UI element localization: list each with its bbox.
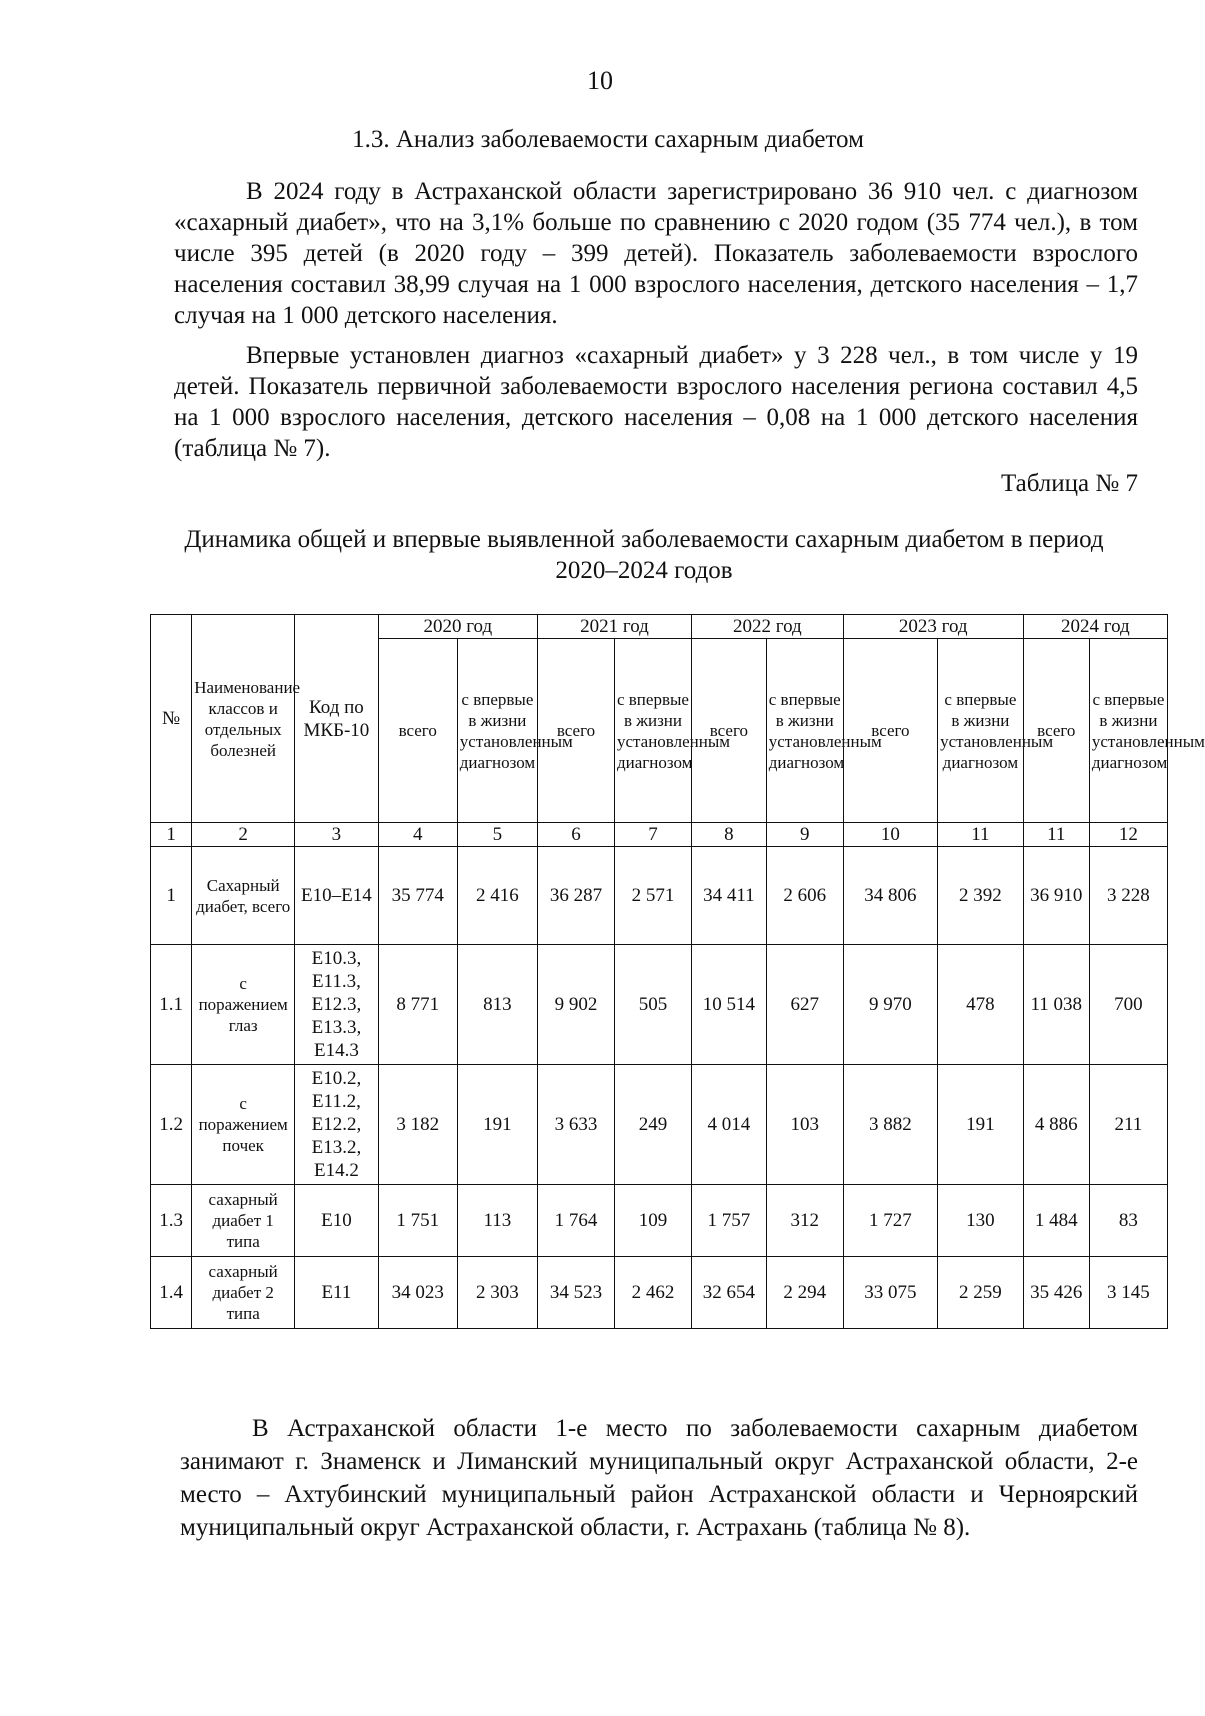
value-cell: 700 xyxy=(1089,945,1167,1065)
value-cell: 2 294 xyxy=(766,1257,843,1329)
value-cell: 3 633 xyxy=(538,1065,615,1185)
value-cell: 34 023 xyxy=(378,1257,457,1329)
value-cell: 3 182 xyxy=(378,1065,457,1185)
row-name: сахарный диабет 2 типа xyxy=(192,1257,295,1329)
value-cell: 130 xyxy=(938,1185,1024,1257)
value-cell: 505 xyxy=(614,945,691,1065)
table-header-years-row xyxy=(151,615,1168,639)
value-cell: 113 xyxy=(457,1185,537,1257)
value-cell: 3 882 xyxy=(843,1065,937,1185)
index-cell: 7 xyxy=(614,823,691,847)
header-first-time: с впервые в жизни установленным диагнозом xyxy=(614,639,691,823)
value-cell: 2 416 xyxy=(457,847,537,945)
value-cell: 34 523 xyxy=(538,1257,615,1329)
value-cell: 33 075 xyxy=(843,1257,937,1329)
value-cell: 103 xyxy=(766,1065,843,1185)
header-year-2023: 2023 год xyxy=(843,615,1023,639)
index-cell: 8 xyxy=(691,823,766,847)
row-name: с поражением глаз xyxy=(192,945,295,1065)
row-code: E10–E14 xyxy=(295,847,378,945)
value-cell: 3 228 xyxy=(1089,847,1167,945)
value-cell: 2 571 xyxy=(614,847,691,945)
header-total: всего xyxy=(843,639,937,823)
index-cell: 9 xyxy=(766,823,843,847)
value-cell: 9 970 xyxy=(843,945,937,1065)
row-no: 1.2 xyxy=(151,1065,192,1185)
row-name: Сахарный диабет, всего xyxy=(192,847,295,945)
row-no: 1.1 xyxy=(151,945,192,1065)
value-cell: 4 014 xyxy=(691,1065,766,1185)
index-cell: 11 xyxy=(938,823,1024,847)
header-year-2021: 2021 год xyxy=(538,615,692,639)
value-cell: 211 xyxy=(1089,1065,1167,1185)
value-cell: 2 259 xyxy=(938,1257,1024,1329)
index-cell: 1 xyxy=(151,823,192,847)
header-year-2022: 2022 год xyxy=(691,615,843,639)
value-cell: 11 038 xyxy=(1023,945,1089,1065)
value-cell: 2 462 xyxy=(614,1257,691,1329)
value-cell: 478 xyxy=(938,945,1024,1065)
section-title: 1.3. Анализ заболеваемости сахарным диабетом xyxy=(352,126,864,153)
header-first-time: с впервые в жизни установленным диагнозом xyxy=(1089,639,1167,823)
value-cell: 813 xyxy=(457,945,537,1065)
table-caption: Динамика общей и впервые выявленной заболеваемости сахарным диабетом в период 2020–2024 годов xyxy=(184,526,1104,584)
value-cell: 1 757 xyxy=(691,1185,766,1257)
header-total: всего xyxy=(1023,639,1089,823)
index-cell: 2 xyxy=(192,823,295,847)
row-no: 1.3 xyxy=(151,1185,192,1257)
value-cell: 312 xyxy=(766,1185,843,1257)
value-cell: 34 806 xyxy=(843,847,937,945)
row-code: E11 xyxy=(295,1257,378,1329)
index-cell: 10 xyxy=(843,823,937,847)
value-cell: 191 xyxy=(457,1065,537,1185)
header-total: всего xyxy=(538,639,615,823)
value-cell: 34 411 xyxy=(691,847,766,945)
row-name: с поражением почек xyxy=(192,1065,295,1185)
header-name: Наименование классов и отдельных болезней xyxy=(192,615,295,823)
value-cell: 109 xyxy=(614,1185,691,1257)
index-cell: 5 xyxy=(457,823,537,847)
index-cell: 12 xyxy=(1089,823,1167,847)
table-row xyxy=(151,1065,1168,1185)
table-row xyxy=(151,1185,1168,1257)
value-cell: 2 606 xyxy=(766,847,843,945)
header-total: всего xyxy=(378,639,457,823)
header-first-time: с впервые в жизни установленным диагнозом xyxy=(938,639,1024,823)
value-cell: 8 771 xyxy=(378,945,457,1065)
value-cell: 1 727 xyxy=(843,1185,937,1257)
paragraph-incidence: Впервые установлен диагноз «сахарный диабет» у 3 228 чел., в том числе у 19 детей. Показатель первичной заболеваемости взрослого населения региона составил 4,5 на 1 000 взрослого населения, детского населения – 0,08 на 1 000 детского населения (таблица № 7). xyxy=(174,342,1138,462)
index-cell: 11 xyxy=(1023,823,1089,847)
value-cell: 32 654 xyxy=(691,1257,766,1329)
diabetes-table xyxy=(150,614,1205,1329)
row-no: 1 xyxy=(151,847,192,945)
value-cell: 3 145 xyxy=(1089,1257,1167,1329)
value-cell: 10 514 xyxy=(691,945,766,1065)
index-cell: 6 xyxy=(538,823,615,847)
value-cell: 1 484 xyxy=(1023,1185,1089,1257)
table-index-row xyxy=(151,823,1168,847)
header-code: Код по МКБ-10 xyxy=(295,615,378,823)
header-first-time: с впервые в жизни установленным диагнозом xyxy=(766,639,843,823)
row-no: 1.4 xyxy=(151,1257,192,1329)
paragraph-ranking: В Астраханской области 1-е место по заболеваемости сахарным диабетом занимают г. Знаменск и Лиманский муниципальный округ Астраханской области, 2-е место – Ахтубинский муниципальный район Астраханской области и Черноярский муниципальный округ Астраханской области, г. Астрахань (таблица № 8). xyxy=(180,1415,1138,1541)
value-cell: 2 392 xyxy=(938,847,1024,945)
value-cell: 9 902 xyxy=(538,945,615,1065)
value-cell: 627 xyxy=(766,945,843,1065)
value-cell: 2 303 xyxy=(457,1257,537,1329)
index-cell: 4 xyxy=(378,823,457,847)
value-cell: 35 426 xyxy=(1023,1257,1089,1329)
table-row xyxy=(151,945,1168,1065)
value-cell: 1 751 xyxy=(378,1185,457,1257)
header-year-2020: 2020 год xyxy=(378,615,537,639)
value-cell: 1 764 xyxy=(538,1185,615,1257)
page-number: 10 xyxy=(587,66,613,95)
value-cell: 35 774 xyxy=(378,847,457,945)
table-row xyxy=(151,1257,1168,1329)
row-code: E10 xyxy=(295,1185,378,1257)
table-row xyxy=(151,847,1168,945)
header-year-2024: 2024 год xyxy=(1023,615,1167,639)
value-cell: 83 xyxy=(1089,1185,1167,1257)
paragraph-prevalence: В 2024 году в Астраханской области зарегистрировано 36 910 чел. с диагнозом «сахарный диабет», что на 3,1% больше по сравнению с 2020 годом (35 774 чел.), в том числе 395 детей (в 2020 году – 399 детей). Показатель заболеваемости взрослого населения составил 38,99 случая на 1 000 взрослого населения, детского населения – 1,7 случая на 1 000 детского населения. xyxy=(174,178,1138,329)
value-cell: 191 xyxy=(938,1065,1024,1185)
value-cell: 249 xyxy=(614,1065,691,1185)
table-label: Таблица № 7 xyxy=(1000,470,1138,497)
value-cell: 36 287 xyxy=(538,847,615,945)
header-total: всего xyxy=(691,639,766,823)
row-name: сахарный диабет 1 типа xyxy=(192,1185,295,1257)
header-first-time: с впервые в жизни установленным диагнозом xyxy=(457,639,537,823)
header-no: № xyxy=(151,615,192,823)
value-cell: 36 910 xyxy=(1023,847,1089,945)
row-code: E10.3, E11.3, E12.3, E13.3, E14.3 xyxy=(295,945,378,1065)
value-cell: 4 886 xyxy=(1023,1065,1089,1185)
index-cell: 3 xyxy=(295,823,378,847)
row-code: E10.2, E11.2, E12.2, E13.2, E14.2 xyxy=(295,1065,378,1185)
